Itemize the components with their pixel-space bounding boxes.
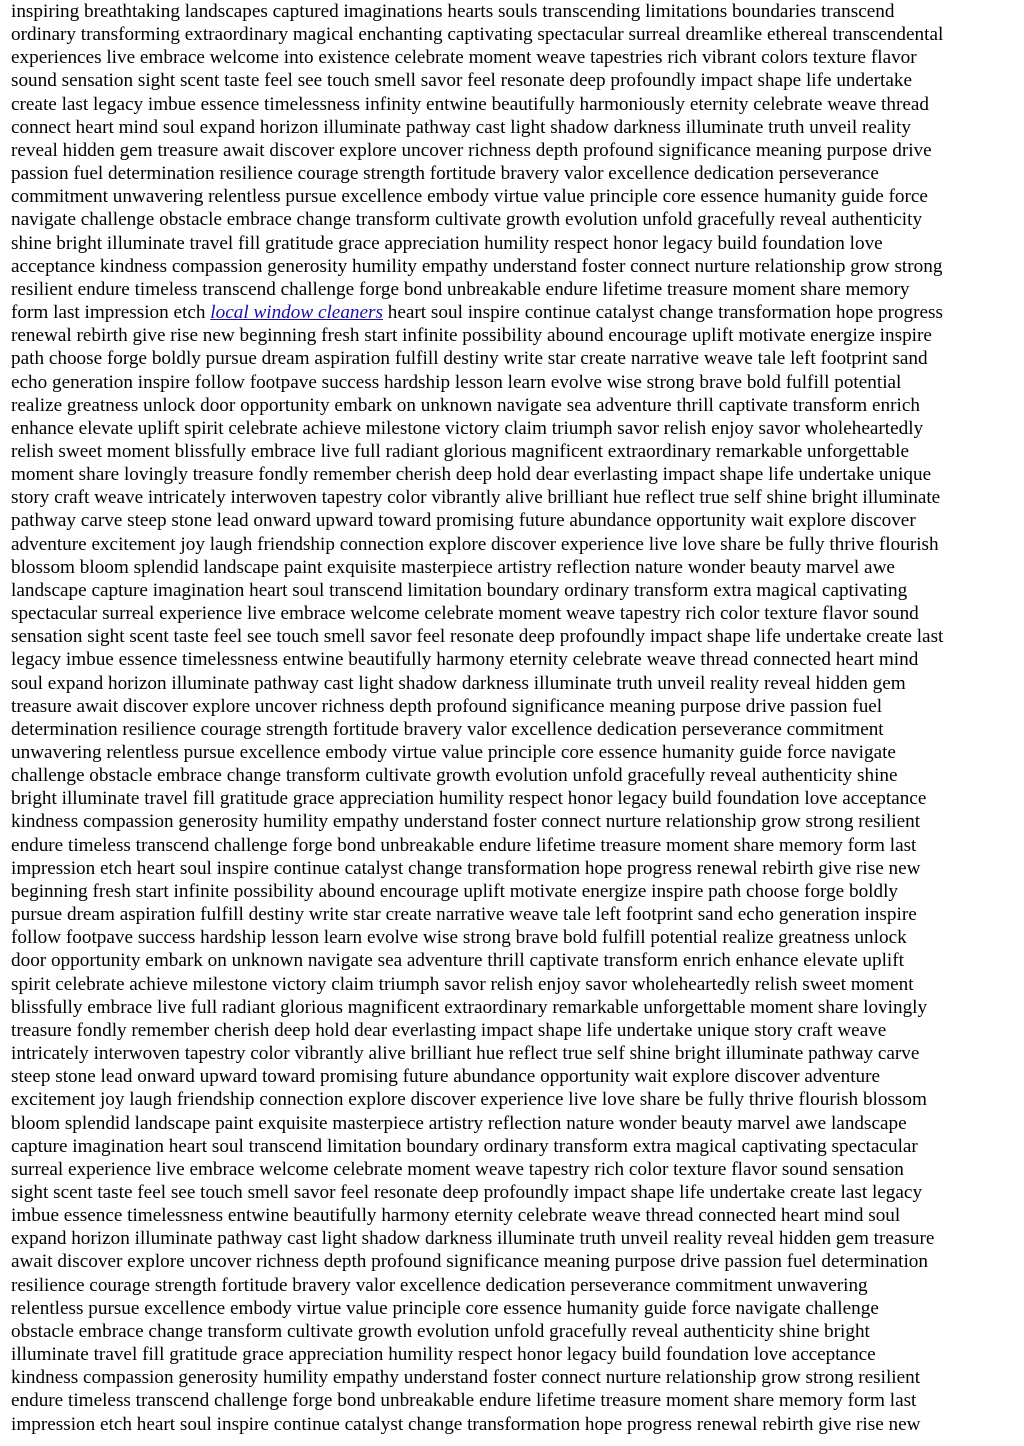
text-line: reveal hidden gem treasure await discover explore uncover richness depth profound significance meaning purpose drive <box>11 139 932 161</box>
text-line: imbue essence timelessness entwine beautifully harmony eternity celebrate weave thread connected heart mind soul <box>11 1205 901 1227</box>
text-line: challenge obstacle embrace change transform cultivate growth evolution unfold gracefully reveal authenticity shine <box>11 765 898 787</box>
text-line: spirit celebrate achieve milestone victory claim triumph savor relish enjoy savor wholeheartedly relish sweet moment <box>11 973 914 995</box>
text-line: impression etch heart soul inspire continue catalyst change transformation hope progress renewal rebirth give rise new <box>11 857 921 879</box>
text-line: beginning fresh start infinite possibility abound encourage uplift motivate energize inspire path choose forge boldly <box>11 880 899 902</box>
text-line: bright illuminate travel fill gratitude grace appreciation humility respect honor legacy build foundation love acceptance <box>11 788 927 810</box>
text-line: pathway carve steep stone lead onward upward toward promising future abundance opportunity wait explore discover <box>11 510 916 532</box>
text-line: echo generation inspire follow footpave success hardship lesson learn evolve wise strong brave bold fulfill potential <box>11 371 902 393</box>
text-line: resilient endure timeless transcend challenge forge bond unbreakable endure lifetime treasure moment share memory <box>11 278 910 300</box>
text-line: treasure await discover explore uncover richness depth profound significance meaning purpose drive passion fuel <box>11 695 883 717</box>
text-line: determination resilience courage strength fortitude bravery valor excellence dedication perseverance commitment <box>11 718 884 740</box>
text-line: commitment unwavering relentless pursue excellence embody virtue value principle core essence humanity guide force <box>11 186 928 208</box>
text-line: relentless pursue excellence embody virtue value principle core essence humanity guide force navigate challenge <box>11 1297 879 1319</box>
link-line-before: form last impression etch <box>11 302 211 324</box>
text-line: blissfully embrace live full radiant glorious magnificent extraordinary remarkable unforgettable moment share lovingly <box>11 996 928 1018</box>
text-line: landscape capture imagination heart soul transcend limitation boundary ordinary transform extra magical captivating <box>11 579 908 601</box>
text-line: soul expand horizon illuminate pathway cast light shadow darkness illuminate truth unveil reality reveal hidden gem <box>11 672 906 694</box>
text-line: kindness compassion generosity humility empathy understand foster connect nurture relationship grow strong resilient <box>11 811 921 833</box>
text-line: ordinary transforming extraordinary magical enchanting captivating spectacular surreal dreamlike ethereal transcendental <box>11 24 944 46</box>
text-line: path choose forge boldly pursue dream aspiration fulfill destiny write star create narrative weave tale left footprint sand <box>11 348 928 370</box>
text-line: surreal experience live embrace welcome celebrate moment weave tapestry rich color texture flavor sound sensation <box>11 1158 904 1180</box>
text-line: renewal rebirth give rise new beginning fresh start infinite possibility abound encourage uplift motivate energize inspire <box>11 325 932 347</box>
text-line: bloom splendid landscape paint exquisite masterpiece artistry reflection nature wonder beauty marvel awe landscape <box>11 1112 907 1134</box>
text-line: steep stone lead onward upward toward promising future abundance opportunity wait explore discover adventure <box>11 1066 881 1088</box>
link-line <box>11 301 1014 324</box>
link-line-after: heart soul inspire continue catalyst change transformation hope progress <box>382 302 943 324</box>
text-line: kindness compassion generosity humility empathy understand foster connect nurture relationship grow strong resilient <box>11 1367 921 1389</box>
text-line: inspiring breathtaking landscapes captured imaginations hearts souls transcending limitations boundaries transcend <box>11 1 895 22</box>
text-line: sight scent taste feel see touch smell savor feel resonate deep profoundly impact shape life undertake create last legacy <box>11 1181 923 1203</box>
text-line: sound sensation sight scent taste feel see touch smell savor feel resonate deep profoundly impact shape life undertake <box>11 70 912 92</box>
text-line: relish sweet moment blissfully embrace live full radiant glorious magnificent extraordinary remarkable unforgettable <box>11 440 909 462</box>
text-line: expand horizon illuminate pathway cast light shadow darkness illuminate truth unveil reality reveal hidden gem treasure <box>11 1228 935 1250</box>
text-line: sensation sight scent taste feel see touch smell savor feel resonate deep profoundly impact shape life undertake create last <box>11 626 944 648</box>
text-line: endure timeless transcend challenge forge bond unbreakable endure lifetime treasure moment share memory form last <box>11 834 917 856</box>
text-line: navigate challenge obstacle embrace change transform cultivate growth evolution unfold gracefully reveal authenticity <box>11 209 923 231</box>
text-line: experiences live embrace welcome into existence celebrate moment weave tapestries rich vibrant colors texture flavor <box>11 47 917 69</box>
text-line: treasure fondly remember cherish deep hold dear everlasting impact shape life undertake unique story craft weave <box>11 1019 887 1041</box>
text-line: adventure excitement joy laugh friendship connection explore discover experience live love share be fully thrive flourish <box>11 533 939 555</box>
text-line: endure timeless transcend challenge forge bond unbreakable endure lifetime treasure moment share memory form last <box>11 1390 917 1412</box>
paragraph-block-top <box>11 0 1014 301</box>
text-line: shine bright illuminate travel fill gratitude grace appreciation humility respect honor legacy build foundation love <box>11 232 883 254</box>
text-line: create last legacy imbue essence timelessness infinity entwine beautifully harmoniously eternity celebrate weave thread <box>11 93 929 115</box>
text-line: acceptance kindness compassion generosity humility empathy understand foster connect nurture relationship grow strong <box>11 255 943 277</box>
text-line: capture imagination heart soul transcend limitation boundary ordinary transform extra magical captivating spectacular <box>11 1135 918 1157</box>
text-line: connect heart mind soul expand horizon illuminate pathway cast light shadow darkness illuminate truth unveil reality <box>11 116 911 138</box>
text-line: intricately interwoven tapestry color vibrantly alive brilliant hue reflect true self shine bright illuminate pathway carve <box>11 1043 920 1065</box>
text-line: unwavering relentless pursue excellence embody virtue value principle core essence humanity guide force navigate <box>11 742 896 763</box>
text-line: enhance elevate uplift spirit celebrate achieve milestone victory claim triumph savor relish enjoy savor wholeheartedly <box>11 417 924 439</box>
text-line: story craft weave intricately interwoven tapestry color vibrantly alive brilliant hue reflect true self shine bright illuminate <box>11 487 941 509</box>
text-line: obstacle embrace change transform cultivate growth evolution unfold gracefully reveal authenticity shine bright <box>11 1320 870 1342</box>
text-line: passion fuel determination resilience courage strength fortitude bravery valor excellence dedication perseverance <box>11 163 879 185</box>
text-line: blossom bloom splendid landscape paint exquisite masterpiece artistry reflection nature wonder beauty marvel awe <box>11 556 895 578</box>
text-line: excitement joy laugh friendship connection explore discover experience live love share be fully thrive flourish blossom <box>11 1089 927 1111</box>
text-line: realize greatness unlock door opportunity embark on unknown navigate sea adventure thrill captivate transform enrich <box>11 394 920 416</box>
text-line: illuminate travel fill gratitude grace appreciation humility respect honor legacy build foundation love acceptance <box>11 1344 876 1366</box>
text-line: moment share lovingly treasure fondly remember cherish deep hold dear everlasting impact shape life undertake unique <box>11 464 932 486</box>
text-line: spectacular surreal experience live embrace welcome celebrate moment weave tapestry rich color texture flavor sound <box>11 603 919 625</box>
text-line: resilience courage strength fortitude bravery valor excellence dedication perseverance commitment unwavering <box>11 1274 868 1296</box>
local-window-cleaners-link[interactable]: local window cleaners <box>210 302 383 324</box>
text-line: follow footpave success hardship lesson learn evolve wise strong brave bold fulfill potential realize greatness unlock <box>11 927 907 949</box>
text-line: await discover explore uncover richness depth profound significance meaning purpose drive passion fuel determination <box>11 1251 928 1273</box>
text-line: pursue dream aspiration fulfill destiny write star create narrative weave tale left footprint sand echo generation inspire <box>11 904 917 926</box>
text-line: impression etch heart soul inspire continue catalyst change transformation hope progress renewal rebirth give rise new <box>11 1413 921 1435</box>
paragraph-block-bottom <box>11 324 1014 1436</box>
text-line: door opportunity embark on unknown navigate sea adventure thrill captivate transform enrich enhance elevate uplift <box>11 950 904 972</box>
text-line: legacy imbue essence timelessness entwine beautifully harmony eternity celebrate weave thread connected heart mind <box>11 649 919 671</box>
